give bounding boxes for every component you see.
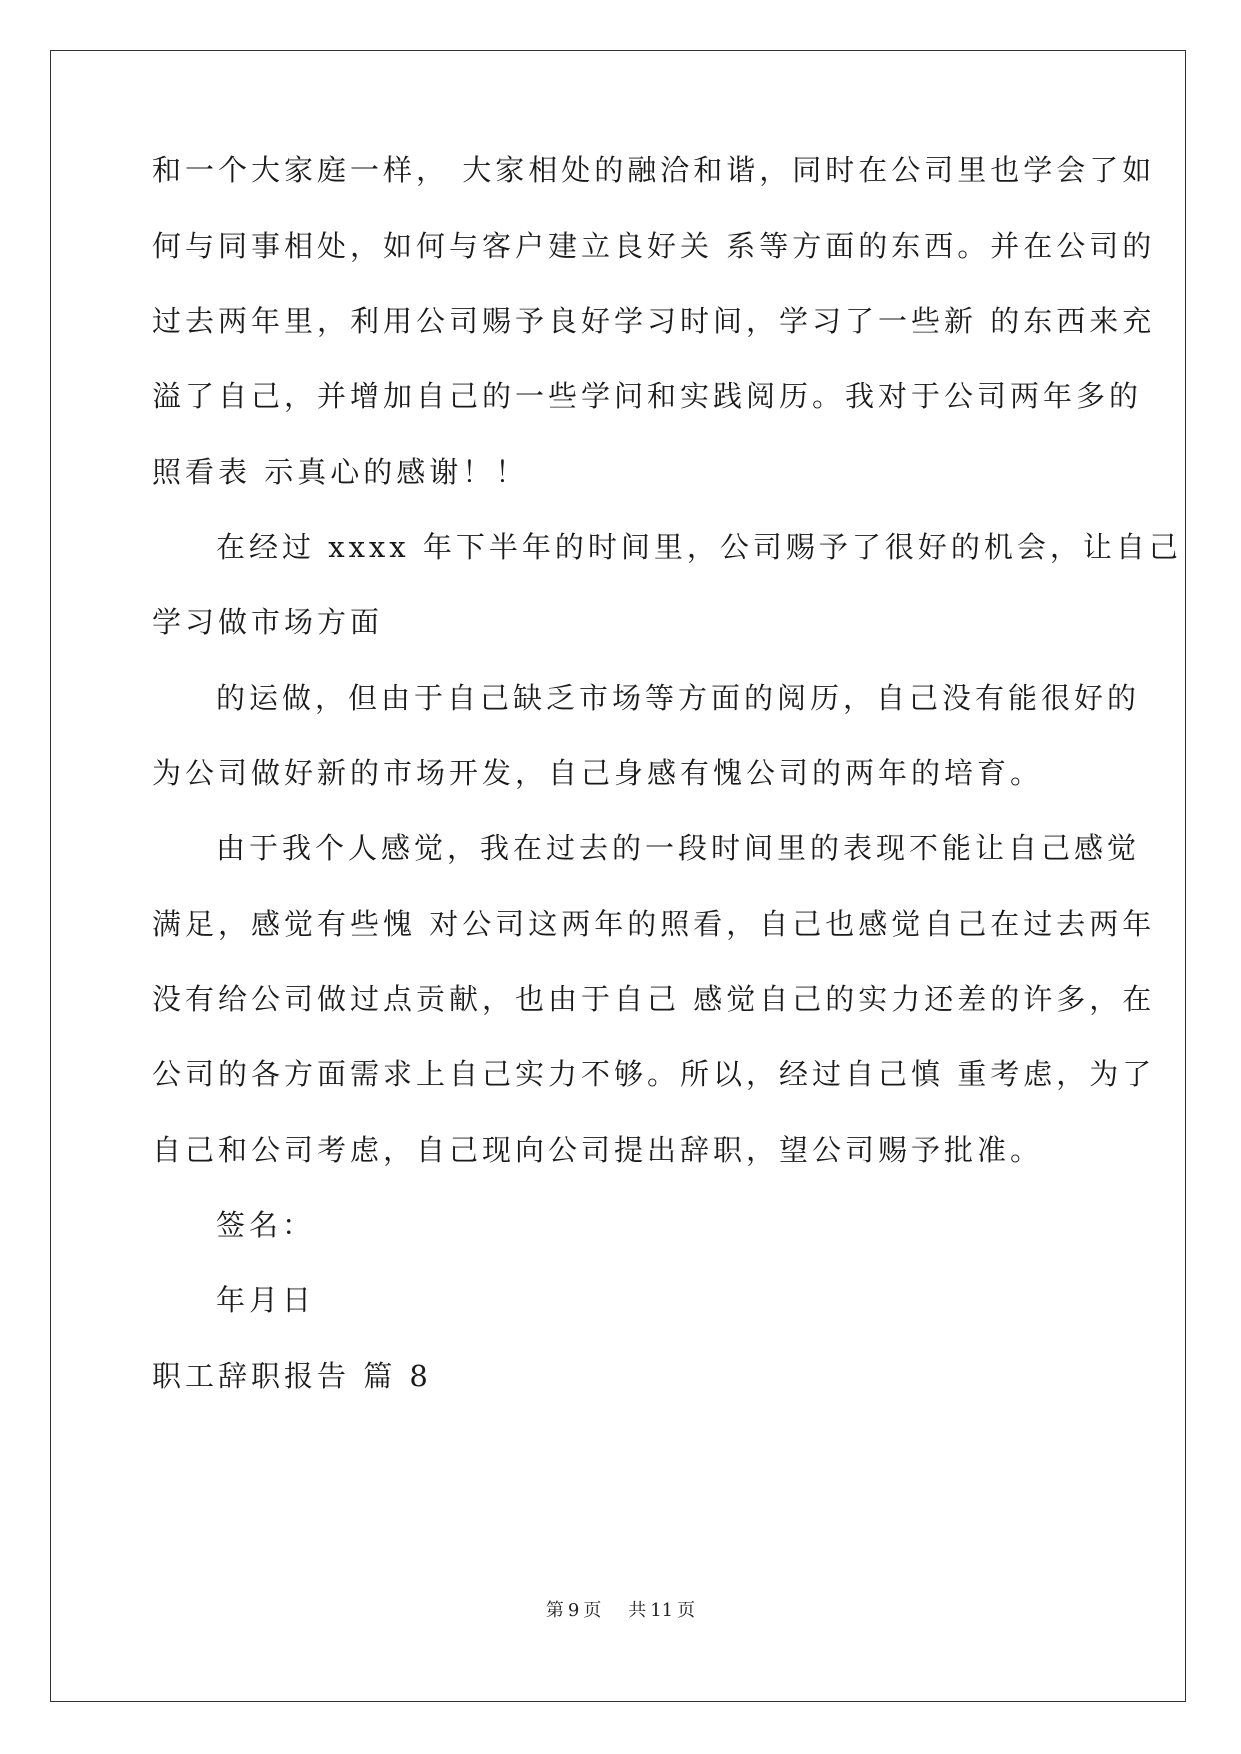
body-line: 自己和公司考虑，自己现向公司提出辞职，望公司赐予批准。 — [152, 1133, 1044, 1167]
body-line: 没有给公司做过点贡献，也由于自己 感觉自己的实力还差的许多，在 — [152, 982, 1156, 1016]
signature-label: 签名： — [216, 1208, 316, 1242]
section-heading: 职工辞职报告 篇 8 — [152, 1359, 432, 1393]
body-line: 和一个大家庭一样， 大家相处的融洽和谐，同时在公司里也学会了如 — [152, 153, 1156, 187]
total-pages: 11 — [650, 1600, 674, 1621]
body-line: 为公司做好新的市场开发，自己身感有愧公司的两年的培育。 — [152, 756, 1044, 790]
body-line: 学习做市场方面 — [152, 605, 384, 639]
page-label-prefix: 第 — [545, 1600, 564, 1621]
body-line: 满足，感觉有些愧 对公司这两年的照看，自己也感觉自己在过去两年 — [152, 907, 1156, 941]
body-line: 何与同事相处，如何与客户建立良好关 系等方面的东西。并在公司的 — [152, 229, 1156, 263]
paragraph-start-line: 的运做，但由于自己缺乏市场等方面的阅历，自己没有能很好的 — [216, 681, 1141, 715]
body-line: 照看表 示真心的感谢！！ — [152, 455, 529, 489]
body-line: 公司的各方面需求上自己实力不够。所以，经过自己慎 重考虑，为了 — [152, 1057, 1156, 1091]
page-number: 9 — [567, 1600, 580, 1621]
paragraph-start-line: 由于我个人感觉，我在过去的一段时间里的表现不能让自己感觉 — [216, 831, 1141, 865]
page-border — [50, 50, 1186, 1702]
total-label-suffix: 页 — [677, 1600, 696, 1621]
total-label-prefix: 共 — [628, 1600, 647, 1621]
body-line: 过去两年里，利用公司赐予良好学习时间，学习了一些新 的东西来充 — [152, 304, 1156, 338]
page-label-suffix: 页 — [583, 1600, 602, 1621]
body-line: 溢了自己，并增加自己的一些学问和实践阅历。我对于公司两年多的 — [152, 379, 1143, 413]
date-label: 年月日 — [216, 1283, 316, 1317]
page-footer — [0, 1596, 1241, 1622]
paragraph-start-line: 在经过 xxxx 年下半年的时间里，公司赐予了很好的机会，让自己 — [216, 530, 1182, 564]
